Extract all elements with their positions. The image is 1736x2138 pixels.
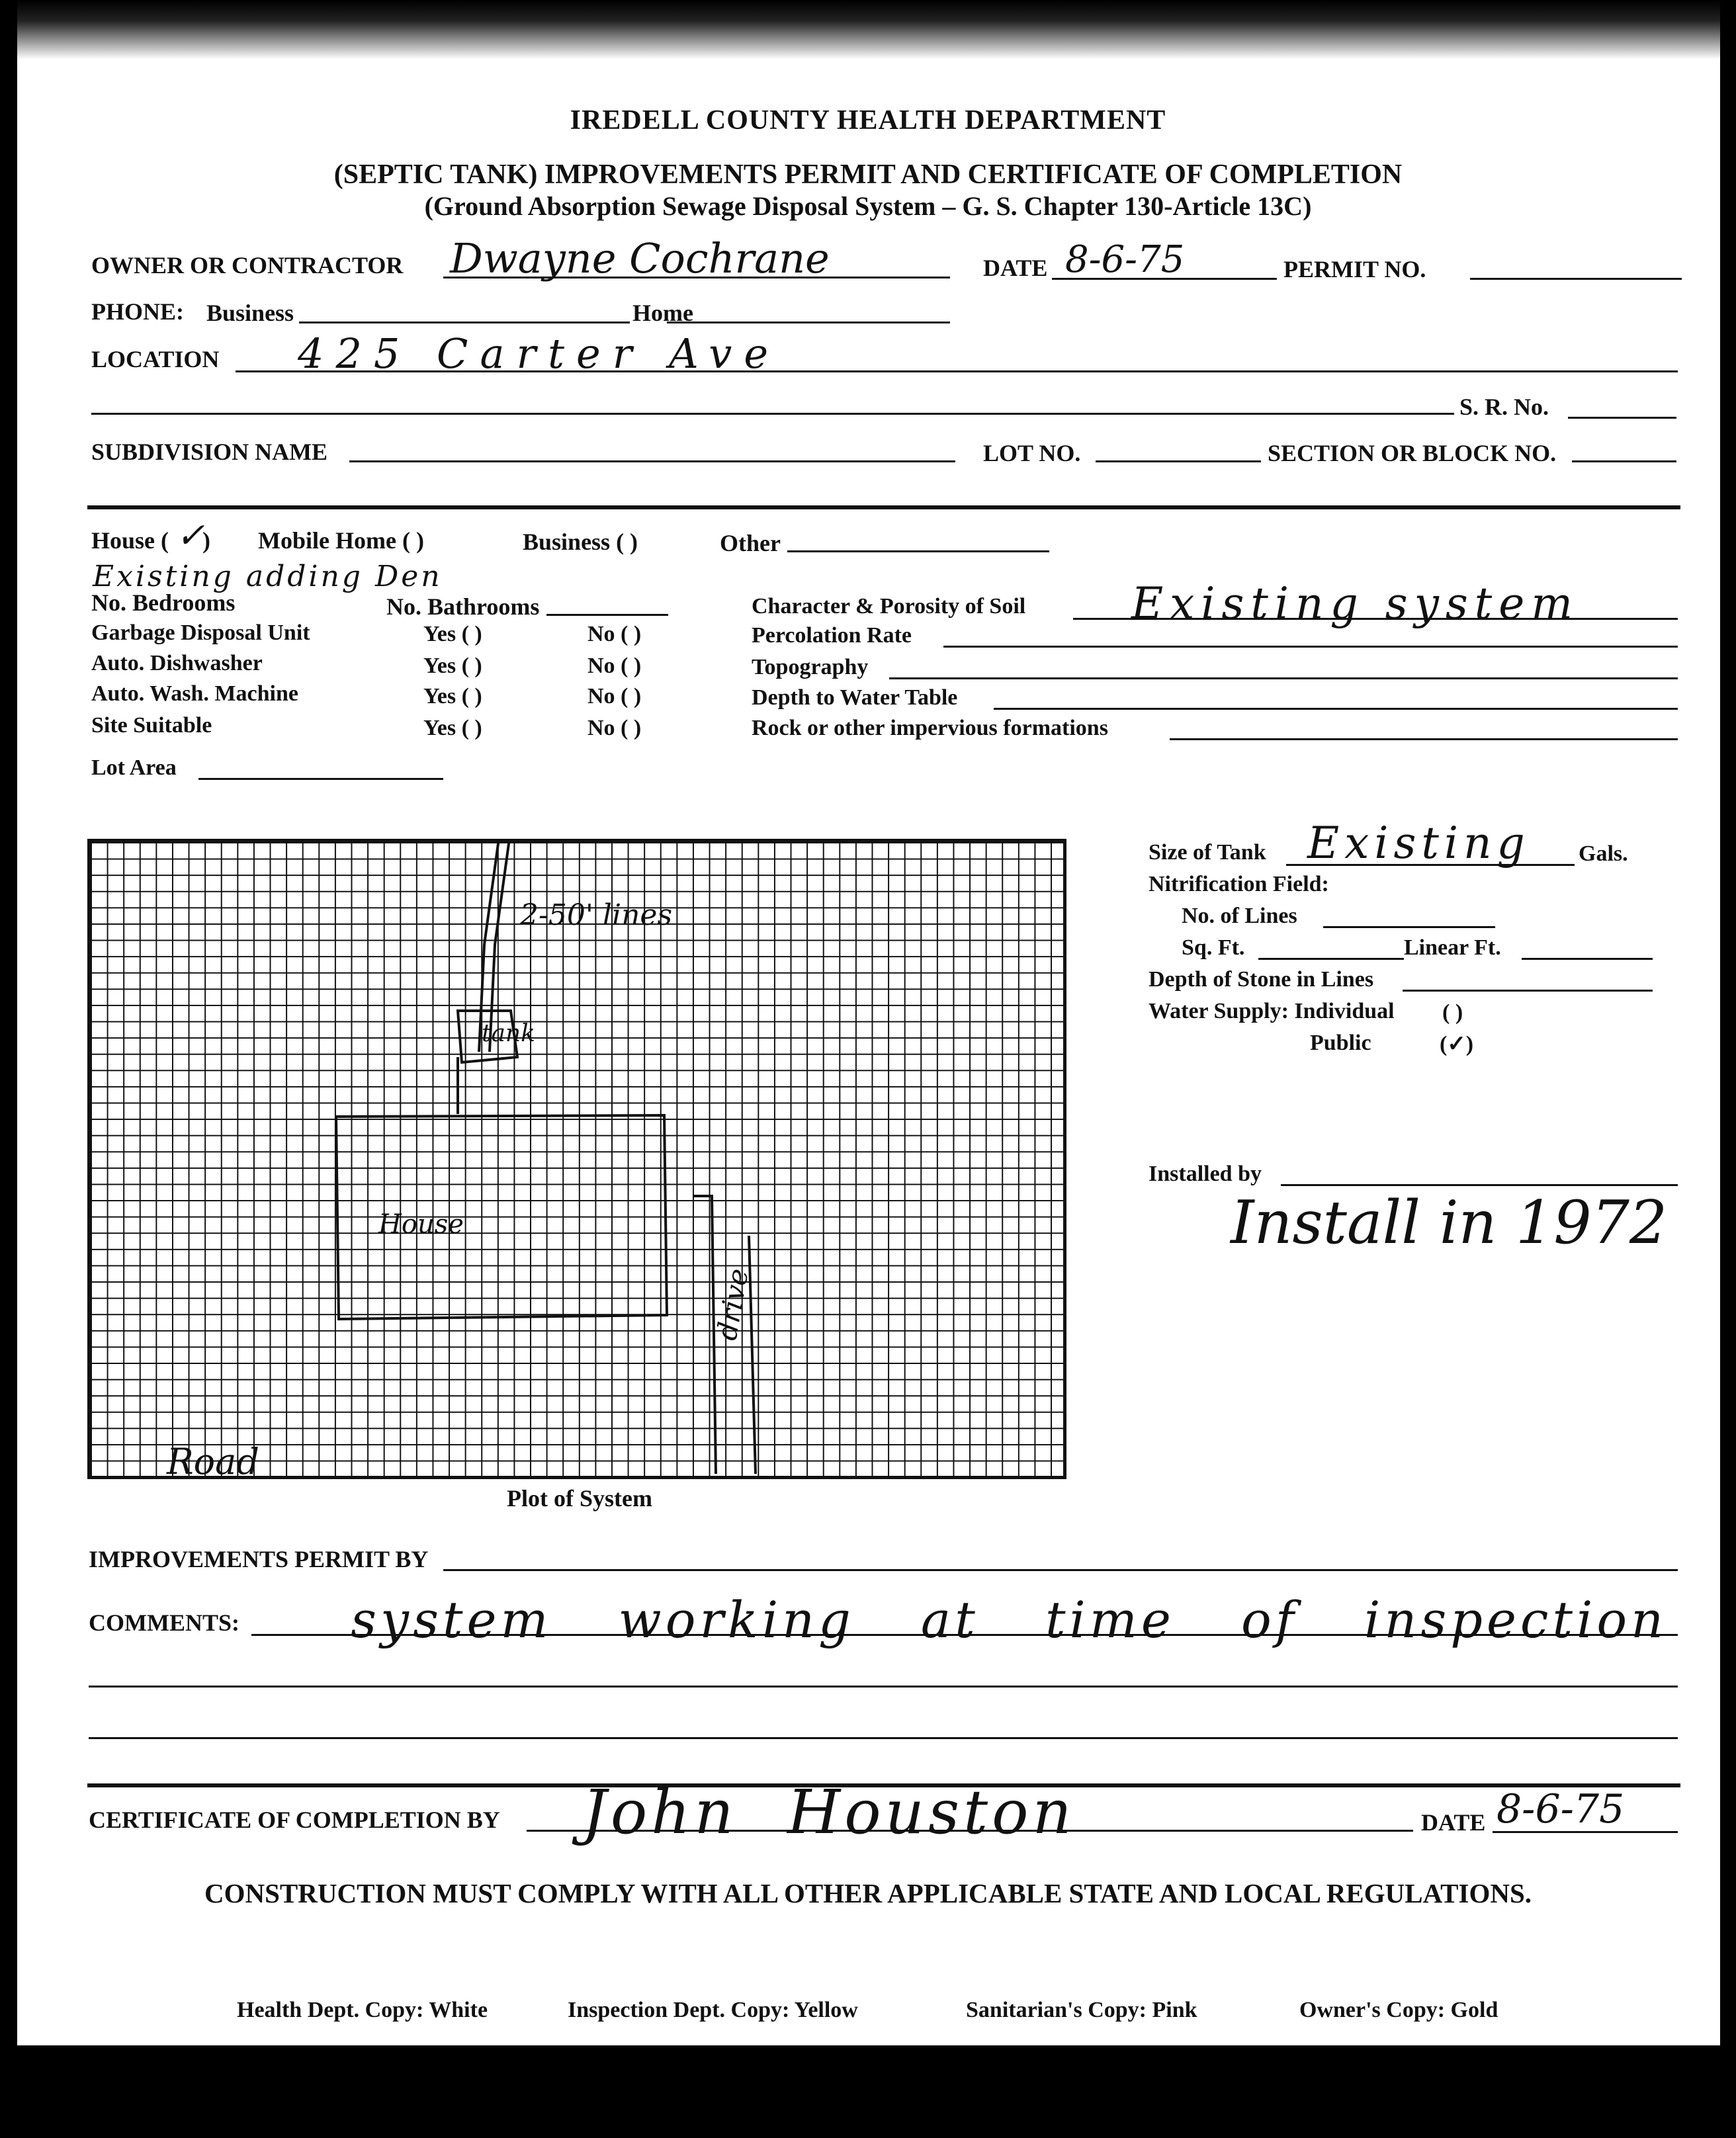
number-of-lines-label: No. of Lines <box>1182 904 1297 928</box>
plot-caption: Plot of System <box>507 1485 652 1512</box>
bathrooms-label: No. Bathrooms <box>386 593 540 620</box>
form-title: (SEPTIC TANK) IMPROVEMENTS PERMIT AND CERTIFICATE OF COMPLETION <box>333 159 1403 190</box>
wash-machine-yes[interactable]: Yes ( ) <box>423 684 482 708</box>
installed-by-label: Installed by <box>1149 1162 1262 1186</box>
scan-edge-bottom <box>0 2045 1736 2138</box>
scan-edge-top <box>0 0 1736 60</box>
lot-area-line[interactable] <box>198 778 443 780</box>
water-table-line[interactable] <box>994 708 1678 710</box>
section-divider <box>87 505 1680 509</box>
business-option[interactable]: Business ( ) <box>523 529 638 555</box>
permit-label: PERMIT NO. <box>1283 256 1426 282</box>
rock-formations-label: Rock or other impervious formations <box>752 716 1108 740</box>
garbage-yes[interactable]: Yes ( ) <box>423 622 482 646</box>
plot-road-note: Road <box>167 1441 259 1479</box>
nitrification-label: Nitrification Field: <box>1149 872 1329 896</box>
mobile-home-option[interactable]: Mobile Home ( ) <box>258 527 424 554</box>
department-heading: IREDELL COUNTY HEALTH DEPARTMENT <box>570 105 1166 136</box>
public-option[interactable]: (✓) <box>1440 1032 1474 1056</box>
soil-character-label: Character & Porosity of Soil <box>752 594 1026 619</box>
phone-label: PHONE: <box>91 298 184 325</box>
topography-label: Topography <box>752 655 869 679</box>
location-line-2[interactable] <box>91 413 1454 415</box>
certificate-date-value[interactable]: 8-6-75 <box>1497 1786 1625 1832</box>
section-line[interactable] <box>1572 460 1676 462</box>
comments-line-3[interactable] <box>89 1737 1678 1739</box>
improvements-permit-line[interactable] <box>443 1569 1678 1571</box>
garbage-disposal-label: Garbage Disposal Unit <box>91 620 310 645</box>
lot-line[interactable] <box>1096 460 1261 462</box>
compliance-notice: CONSTRUCTION MUST COMPLY WITH ALL OTHER APPLICABLE STATE AND LOCAL REGULATIONS. <box>204 1878 1532 1908</box>
scan-edge-right <box>1720 0 1736 2138</box>
permit-line[interactable] <box>1470 278 1682 280</box>
lot-area-label: Lot Area <box>91 755 177 780</box>
rock-formations-line[interactable] <box>1170 738 1678 740</box>
phone-home-label: Home <box>632 300 693 326</box>
certificate-label: CERTIFICATE OF COMPLETION BY <box>89 1807 500 1833</box>
subdivision-label: SUBDIVISION NAME <box>91 439 328 465</box>
home-phone-line[interactable] <box>667 321 950 323</box>
water-supply-label: Water Supply: Individual <box>1149 999 1395 1023</box>
bathrooms-line[interactable] <box>546 614 668 616</box>
dishwasher-label: Auto. Dishwasher <box>91 651 263 675</box>
form-subtitle: (Ground Absorption Sewage Disposal System – G. S. Chapter 130-Article 13C) <box>424 191 1312 221</box>
house-check[interactable]: ✓ <box>176 516 205 556</box>
number-of-lines-line[interactable] <box>1323 926 1495 928</box>
site-suitable-label: Site Suitable <box>91 713 212 738</box>
house-close: ) <box>202 527 210 554</box>
improvements-permit-label: IMPROVEMENTS PERMIT BY <box>89 1546 429 1572</box>
sr-line[interactable] <box>1568 417 1676 419</box>
copy-sanitarian: Sanitarian's Copy: Pink <box>966 1998 1197 2022</box>
individual-option[interactable]: ( ) <box>1442 1000 1463 1025</box>
tank-size-value[interactable]: Existing <box>1307 818 1530 869</box>
plot-drive-note: drive <box>710 1265 755 1343</box>
business-phone-line[interactable] <box>299 321 630 323</box>
topography-line[interactable] <box>889 677 1678 679</box>
dishwasher-no[interactable]: No ( ) <box>587 654 642 678</box>
stone-depth-label: Depth of Stone in Lines <box>1149 967 1374 992</box>
perc-rate-label: Percolation Rate <box>752 623 912 648</box>
location-value[interactable]: 425 Carter Ave <box>298 329 781 378</box>
dishwasher-yes[interactable]: Yes ( ) <box>423 654 482 678</box>
date-label: DATE <box>983 255 1048 281</box>
house-label: House ( <box>91 527 169 554</box>
bedrooms-annotation[interactable]: Existing adding Den <box>93 560 443 593</box>
linear-ft-label: Linear Ft. <box>1404 935 1501 960</box>
copy-health-dept: Health Dept. Copy: White <box>237 1998 488 2022</box>
perc-rate-line[interactable] <box>943 646 1678 648</box>
comments-label: COMMENTS: <box>89 1609 239 1636</box>
owner-label: OWNER OR CONTRACTOR <box>91 252 404 278</box>
gallons-label: Gals. <box>1579 841 1628 866</box>
installed-by-value[interactable]: Install in 1972 <box>1231 1188 1668 1258</box>
wash-machine-label: Auto. Wash. Machine <box>91 681 298 706</box>
comments-line-2[interactable] <box>89 1686 1678 1688</box>
public-label: Public <box>1310 1031 1371 1055</box>
certificate-date-label: DATE <box>1421 1809 1486 1836</box>
lot-label: LOT NO. <box>983 440 1081 466</box>
copy-inspection-dept: Inspection Dept. Copy: Yellow <box>568 1998 858 2022</box>
certificate-signature[interactable]: John Houston <box>582 1777 1076 1848</box>
plot-lines-note: 2-50' lines <box>520 898 673 932</box>
copy-owner: Owner's Copy: Gold <box>1299 1998 1498 2022</box>
location-label: LOCATION <box>91 346 220 372</box>
section-label: SECTION OR BLOCK NO. <box>1268 440 1557 466</box>
plot-tank-note: tank <box>482 1020 535 1047</box>
wash-machine-no[interactable]: No ( ) <box>587 684 642 708</box>
plot-sketch <box>87 839 1066 1479</box>
comments-value[interactable]: system working at time of inspection <box>351 1590 1668 1649</box>
sr-label: S. R. No. <box>1459 394 1549 420</box>
stone-depth-line[interactable] <box>1403 990 1653 992</box>
garbage-no[interactable]: No ( ) <box>587 622 642 646</box>
site-suitable-no[interactable]: No ( ) <box>587 716 642 740</box>
phone-business-label: Business <box>206 300 294 326</box>
date-value[interactable]: 8-6-75 <box>1065 238 1185 281</box>
scan-edge-left <box>0 0 17 2138</box>
installed-by-line <box>1281 1184 1678 1186</box>
soil-character-value[interactable]: Existing system <box>1131 578 1579 629</box>
owner-value[interactable]: Dwayne Cochrane <box>450 234 830 282</box>
other-line[interactable] <box>787 550 1049 552</box>
other-label: Other <box>720 530 781 556</box>
water-table-label: Depth to Water Table <box>752 685 958 710</box>
sqft-label: Sq. Ft. <box>1182 935 1245 960</box>
linear-ft-line[interactable] <box>1522 958 1653 960</box>
subdivision-line[interactable] <box>349 460 955 462</box>
plot-house-note: House <box>378 1209 464 1240</box>
tank-size-label: Size of Tank <box>1149 840 1266 865</box>
bedrooms-label: No. Bedrooms <box>91 589 236 616</box>
sqft-line[interactable] <box>1258 958 1404 960</box>
site-suitable-yes[interactable]: Yes ( ) <box>423 716 482 740</box>
